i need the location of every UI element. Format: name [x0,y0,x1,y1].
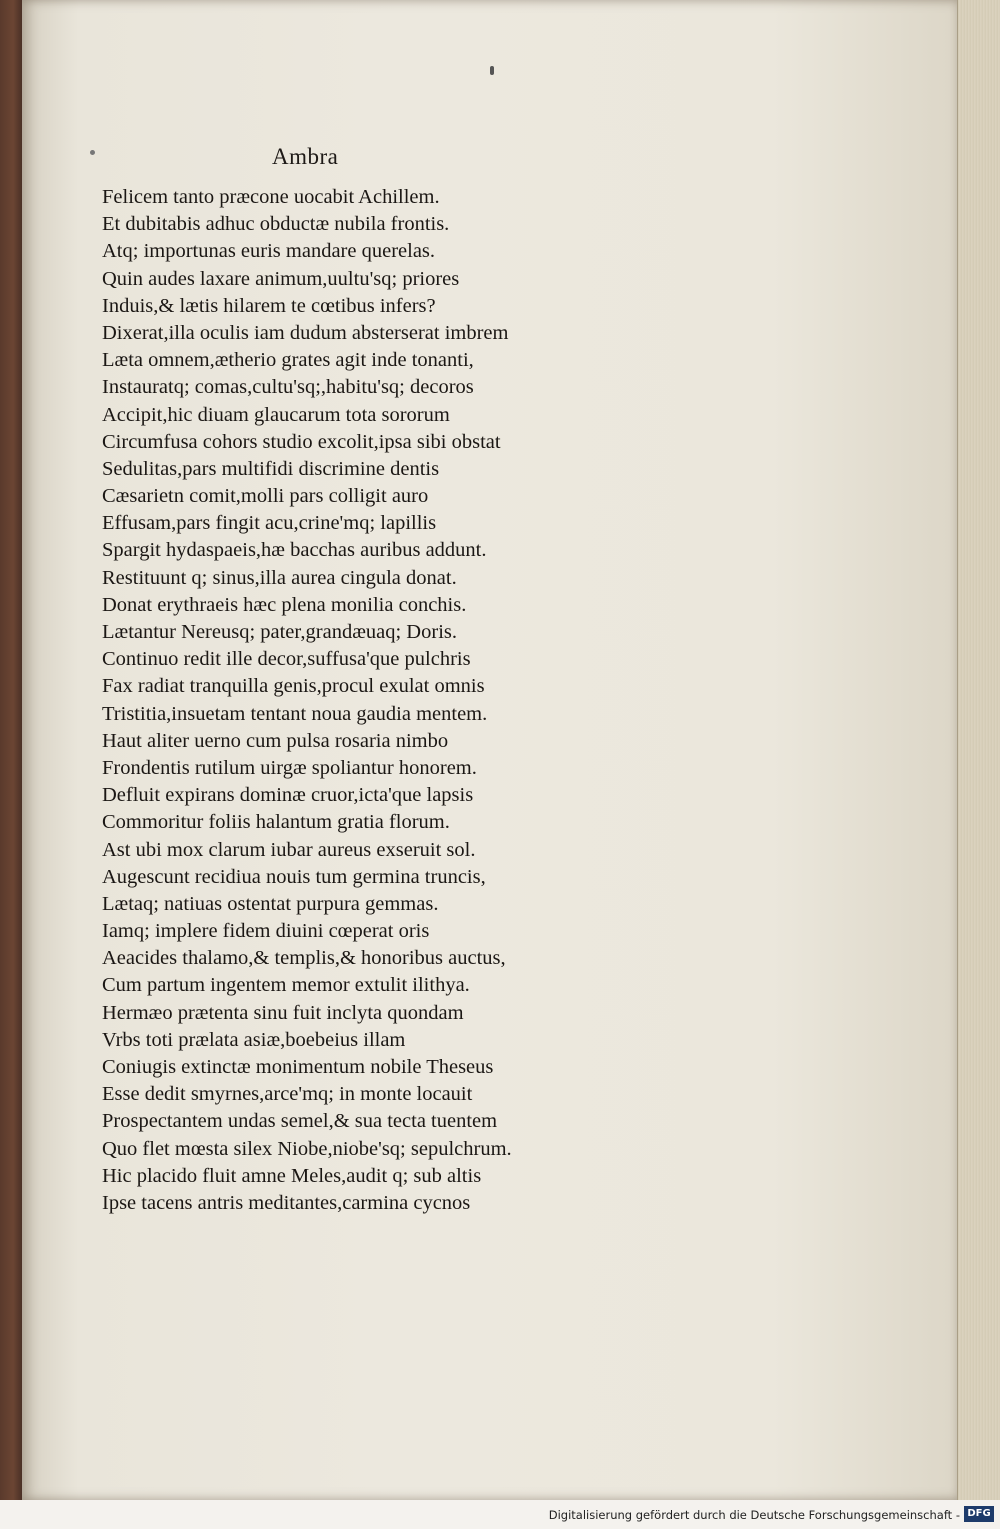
verse-line: Effusam,pars fingit acu,crine'mq; lapillis [102,512,437,535]
verse-line: Iamq; implere fidem diuini cœperat oris [102,920,430,943]
verse-line: Vrbs toti prælata asiæ,boebeius illam [102,1028,406,1051]
verse-line: Aeacides thalamo,& templis,& honoribus auctus, [102,947,506,970]
verse-line: Sedulitas,pars multifidi discrimine dentis [102,457,440,480]
verse-line: Fax radiat tranquilla genis,procul exulat omnis [102,675,485,698]
verse-line: Circumfusa cohors studio excolit,ipsa sibi obstat [102,430,501,453]
verse-line: Restituunt q; sinus,illa aurea cingula donat. [102,566,457,589]
verse-line: Felicem tanto præcone uocabit Achillem. [102,186,440,208]
verse-line: Esse dedit smyrnes,arce'mq; in monte locauit [102,1083,473,1106]
verse-line: Instauratq; comas,cultu'sq;,habitu'sq; decoros [102,376,474,399]
verse-line: Quin audes laxare animum,uultu'sq; priores [102,267,460,290]
verse-line: Atq; importunas euris mandare querelas. [102,240,436,263]
verse-line: Spargit hydaspaeis,hæ bacchas auribus addunt. [102,539,487,562]
verse-line: Cum partum ingentem memor extulit ilithya. [102,974,470,997]
dfg-logo-icon: DFG [964,1506,994,1522]
verse-line: Commoritur foliis halantum gratia florum. [102,811,450,834]
verse-line: Hic placido fluit amne Meles,audit q; sub altis [102,1164,482,1187]
verse-line: Accipit,hic diuam glaucarum tota sororum [102,403,450,426]
verse-line: Ipse tacens antris meditantes,carmina cycnos [102,1191,471,1214]
verse-line: Continuo redit ille decor,suffusa'que pulchris [102,648,471,671]
verse-line: Tristitia,insuetam tentant noua gaudia mentem. [102,702,488,725]
verse-line: Læta omnem,ætherio grates agit inde tonanti, [102,349,474,372]
verse-line: Cæsarietn comit,molli pars colligit auro [102,485,429,508]
running-head: Ambra [272,144,339,169]
verse-line: Haut aliter uerno cum pulsa rosaria nimbo [102,729,449,752]
verse-line: Ast ubi mox clarum iubar aureus exseruit sol. [102,838,476,861]
verse-line: Dixerat,illa oculis iam dudum absterserat imbrem [102,321,509,344]
verse-line: Lætantur Nereusq; pater,grandæuaq; Doris. [102,621,457,643]
verse-line: Defluit expirans dominæ cruor,icta'que lapsis [102,784,474,807]
verse-line: Hermæo prætenta sinu fuit inclyta quondam [102,1001,464,1024]
ink-dot [90,150,95,155]
verse-line: Lætaq; natiuas ostentat purpura gemmas. [102,892,439,915]
verse-line: Induis,& lætis hilarem te cœtibus infers? [102,294,436,317]
verse-text-block [102,184,572,1217]
footer-credit: Digitalisierung gefördert durch die Deutsche Forschungsgemeinschaft - [548,1508,960,1522]
verse-line: Quo flet mœsta silex Niobe,niobe'sq; sepulchrum. [102,1137,512,1160]
verse-line: Et dubitabis adhuc obductæ nubila frontis. [102,213,450,236]
page-edges [957,0,1000,1500]
verse-line: Coniugis extinctæ monimentum nobile Theseus [102,1056,494,1078]
book-binding [0,0,22,1500]
verse-line: Prospectantem undas semel,& sua tecta tuentem [102,1110,498,1133]
ink-mark [490,66,494,75]
verse-line: Frondentis rutilum uirgæ spoliantur honorem. [102,756,477,779]
verse-line: Augescunt recidiua nouis tum germina truncis, [102,865,486,888]
verse-line: Donat erythraeis hæc plena monilia conchis. [102,593,467,616]
